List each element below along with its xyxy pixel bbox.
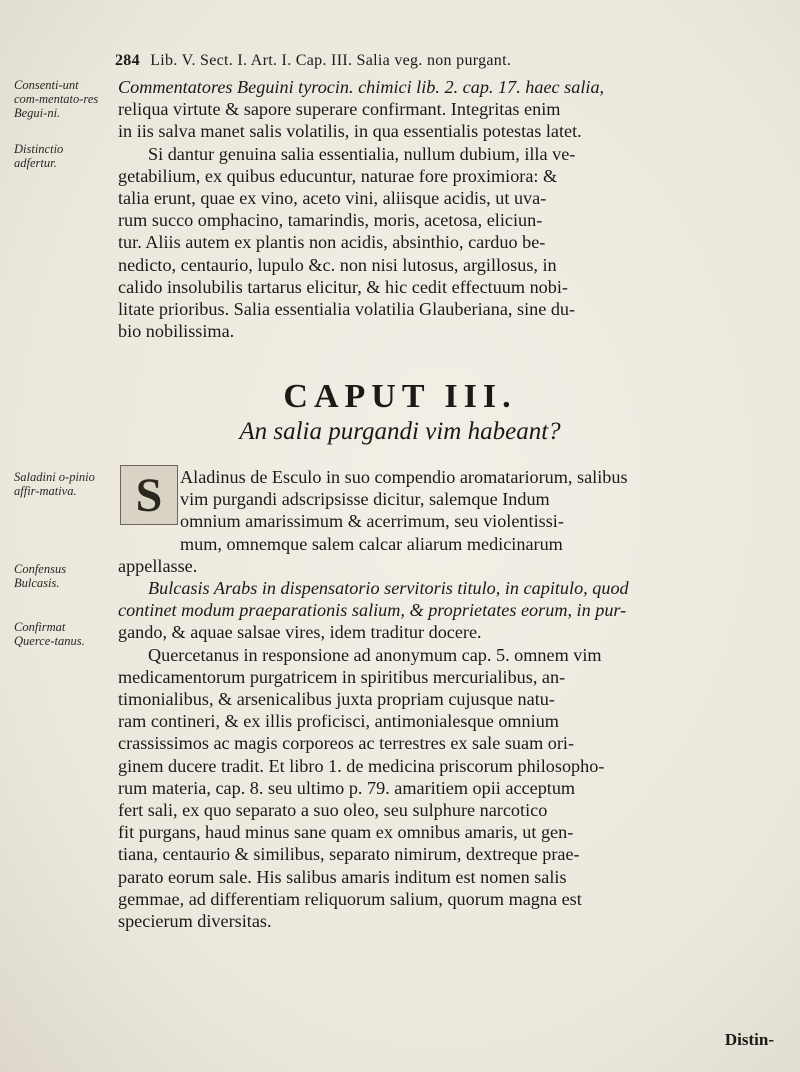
- text-line: rum materia, cap. 8. seu ultimo p. 79. amaritiem opii acceptum: [118, 777, 576, 798]
- paragraph-saladinus: [118, 466, 776, 932]
- text-line: litate prioribus. Salia essentialia volatilia Glauberiana, sine du-: [118, 299, 576, 320]
- text-line: medicamentorum purgatricem in spiritibus mercurialibus, an-: [118, 666, 566, 687]
- margin-note-distinctio: Distinctio adfertur.: [14, 142, 64, 170]
- margin-note-quercetanus: Confirmat Querce-tanus.: [14, 620, 85, 648]
- text-line: fert sali, ex quo separato a suo oleo, seu sulphure narcotico: [118, 800, 548, 821]
- text-line: timonialibus, & arsenicalibus juxta propriam cujusque natu-: [118, 689, 555, 710]
- text-line: reliqua virtute & sapore superare confirmant. Integritas enim: [118, 99, 561, 120]
- text-line: mum, omnemque salem calcar aliarum medicinarum: [180, 533, 563, 554]
- running-header: [115, 52, 775, 70]
- text-line: Commentatores Beguini tyrocin. chimici lib. 2. cap. 17. haec salia,: [118, 77, 605, 97]
- text-line: Bulcasis Arabs in dispensatorio servitoris titulo, in capitulo, quod: [148, 578, 629, 599]
- text-line: parato eorum sale. His salibus amaris inditum est nomen salis: [118, 866, 567, 887]
- margin-note-bulcasis: Confensus Bulcasis.: [14, 562, 67, 590]
- text-line: ginem ducere tradit. Et libro 1. de medicina priscorum philosopho-: [118, 755, 605, 776]
- running-title: Lib. V. Sect. I. Art. I. Cap. III. Salia veg. non purgant.: [150, 52, 512, 69]
- text-line: in iis salva manet salis volatilis, in qua essentialis potestas latet.: [118, 121, 582, 142]
- margin-note-saladini: Saladini o-pinio affir-mativa.: [14, 470, 95, 498]
- text-line: continet modum praeparationis salium, & proprietates eorum, in pur-: [118, 600, 627, 621]
- text-line: omnium amarissimum & acerrimum, seu violentissi-: [180, 511, 564, 532]
- text-line: rum succo omphacino, tamarindis, moris, acetosa, eliciun-: [118, 210, 543, 231]
- text-line: vim purgandi adscripsisse dicitur, salemque Indum: [180, 489, 550, 510]
- chapter-subtitle: An salia purgandi vim habeant?: [239, 418, 561, 445]
- text-line: tiana, centaurio & similibus, separato nimirum, dextreque prae-: [118, 844, 580, 865]
- text-line: gemmae, ad differentiam reliquorum salium, quorum magna est: [118, 888, 582, 909]
- text-line: talia erunt, quae ex vino, aceto vini, aliisque acidis, ut uva-: [118, 188, 547, 209]
- text-line: ram contineri, & ex illis proficisci, antimonialesque omnium: [118, 711, 559, 732]
- chapter-heading: CAPUT III.: [283, 378, 517, 415]
- text-line: calido insolubilis tartarus elicitur, & hic cedit effectuum nobi-: [118, 276, 568, 297]
- paragraph-commentatores: [118, 76, 776, 342]
- text-line: Si dantur genuina salia essentialia, nullum dubium, illa ve-: [148, 143, 576, 164]
- decorated-initial: S: [120, 465, 178, 525]
- margin-note-consentiunt: Consenti-unt com-mentato-res Begui-ni.: [14, 78, 99, 120]
- page-number: 284: [115, 52, 140, 69]
- text-line: nedicto, centaurio, lupulo &c. non nisi lutosus, argillosus, in: [118, 254, 557, 275]
- text-line: Quercetanus in responsione ad anonymum cap. 5. omnem vim: [148, 644, 602, 665]
- text-line: Aladinus de Esculo in suo compendio aromatariorum, salibus: [180, 467, 628, 487]
- text-line: gando, & aquae salsae vires, idem traditur docere.: [118, 622, 482, 643]
- catchword: Distin-: [724, 1030, 774, 1049]
- text-line: bio nobilissima.: [118, 321, 235, 342]
- text-line: fit purgans, haud minus sane quam ex omnibus amaris, ut gen-: [118, 822, 574, 843]
- text-line: crassissimos ac magis corporeos ac terrestres ex sale suam ori-: [118, 733, 575, 754]
- text-line: specierum diversitas.: [118, 911, 272, 932]
- text-line: appellasse.: [118, 555, 198, 576]
- text-line: getabilium, ex quibus educuntur, naturae fore proximiora: &: [118, 165, 558, 186]
- text-line: tur. Aliis autem ex plantis non acidis, absinthio, carduo be-: [118, 232, 546, 253]
